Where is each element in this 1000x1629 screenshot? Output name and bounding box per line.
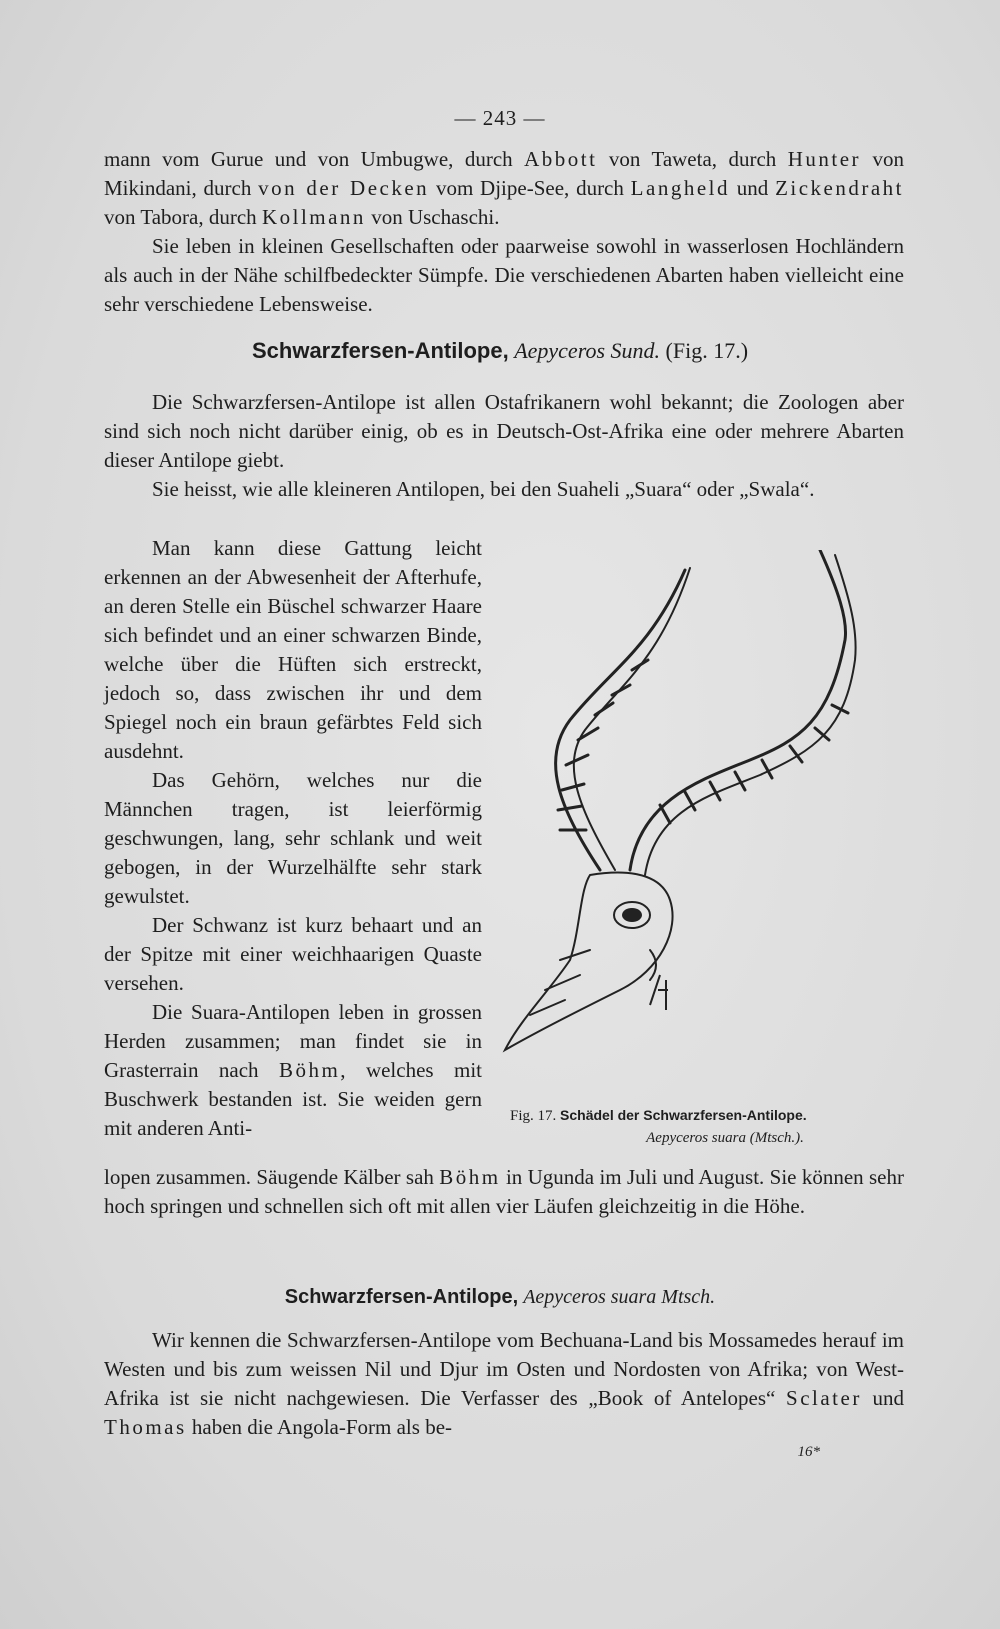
paragraph-name: Sie heisst, wie alle kleineren Antilopen, bei den Suaheli „Suara“ oder „Swala“.	[152, 477, 815, 501]
page-number: — 243 —	[454, 106, 546, 130]
paragraph-calves: lopen zusammen. Säugende Kälber sah Böhm in Ugunda im Juli und August. Sie können sehr hoch springen und schnellen sich oft mit allen vier Läufen gleichzeitig in die Höhe.	[104, 1165, 904, 1218]
paragraph-tail: Der Schwanz ist kurz behaart und an der Spitze mit einer weichhaarigen Quaste versehen.	[104, 913, 482, 995]
body-text-final	[104, 1326, 904, 1442]
paragraph-continuation: mann vom Gurue und von Umbugwe, durch Abbott von Taweta, durch Hunter von Mikindani, durch von der Decken vom Djipe-See, durch Langheld und Zickendraht von Tabora, durch Kollmann von Uschaschi.	[104, 147, 905, 229]
body-text-intro	[104, 388, 904, 504]
section-heading-2: Schwarzfersen-Antilope, Aepyceros suara Mtsch.	[284, 1286, 716, 1308]
paragraph-zoologists: Die Schwarzfersen-Antilope ist allen Ostafrikanern wohl bekannt; die Zoologen aber sind sich noch nicht darüber einig, ob es in Deutsch-Ost-Afrika eine oder mehrere Abarten dieser Antilope giebt.	[104, 390, 904, 472]
paragraph-recognition: Man kann diese Gattung leicht erkennen an der Abwesenheit der Afterhufe, an deren Stelle ein Büschel schwarzer Haare sich befindet und an einer schwarzen Binde, welche über die Hüften sich erstreckt, jedoch so, dass zwischen ihr und dem Spiegel noch ein braun gefärbtes Feld sich ausdehnt.	[104, 536, 482, 763]
body-text-continuation	[104, 1163, 904, 1221]
column-text	[104, 534, 482, 1143]
figure-caption: Fig. 17. Schädel der Schwarzfersen-Antilope. Aepyceros suara (Mtsch.).	[510, 1107, 807, 1146]
printer-signature: 16*	[797, 1444, 820, 1460]
artist-monogram-icon	[650, 975, 668, 1010]
paragraph-herds: Die Suara-Antilopen leben in grossen Herden zusammen; man findet sie in Grasterrain nach Böhm, welches mit Buschwerk bestanden ist. Sie weiden gern mit anderen Anti-	[104, 1000, 483, 1140]
body-text-top	[104, 145, 904, 319]
antelope-skull-illustration	[500, 550, 910, 1115]
section-heading-1: Schwarzfersen-Antilope, Aepyceros Sund. (Fig. 17.)	[251, 338, 749, 363]
paragraph-habitat: Sie leben in kleinen Gesellschaften oder paarweise sowohl in wasserlosen Hochländern als auch in der Nähe schilfbedeckter Sümpfe. Die verschiedenen Abarten haben vielleicht eine sehr verschiedene Lebensweise.	[104, 234, 904, 316]
paragraph-range: Wir kennen die Schwarzfersen-Antilope vom Bechuana-Land bis Mossamedes herauf im Westen und bis zum weissen Nil und Djur im Osten und Nordosten von Afrika; von West-Afrika ist sie nicht nachgewiesen. Die Verfasser des „Book of Antelopes“ Sclater und Thomas haben die Angola-Form als be-	[104, 1328, 905, 1439]
paragraph-horns: Das Gehörn, welches nur die Männchen tragen, ist leierförmig geschwungen, lang, sehr schlank und weit gebogen, in der Wurzelhälfte sehr stark gewulstet.	[104, 768, 482, 908]
